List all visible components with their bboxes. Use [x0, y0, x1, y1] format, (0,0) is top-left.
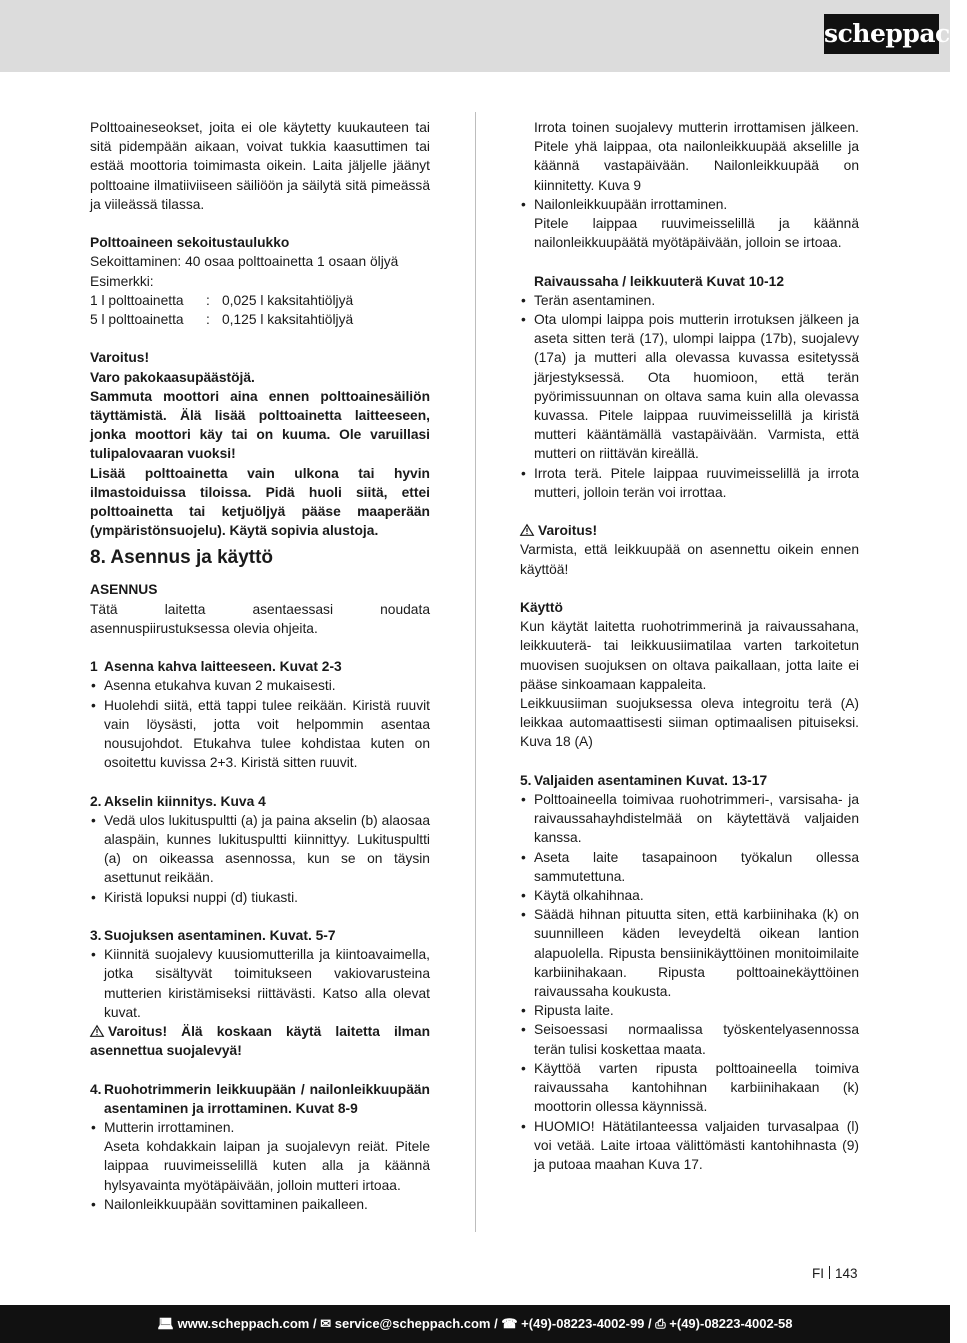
- warning-ventilation: Lisää polttoainetta vain ulkona tai hyvin ilmastoiduissa tiloissa. Pidä huoli siitä, ettei polttoainetta tai ketjuöljyä pääse maaperään (ympäristönsuojelu). Käytä sopivia alustoja.: [90, 465, 430, 539]
- blade-heading: Raivaussaha / leikkuuterä Kuvat 10-12: [534, 273, 785, 289]
- footer-web[interactable]: www.scheppach.com /: [177, 1316, 317, 1331]
- list-item: • Huolehdi siitä, että tappi tulee reikään. Kiristä ruuvit vain löysästi, jotta voit helpommin asentaa nousujohdot. Etukahva tulee kohdistaa kuten on osoitettu kuvissa 2+3. Kiristä sitten ruuvit.: [90, 696, 430, 773]
- header-bar: [0, 0, 967, 72]
- step-5-list: [520, 790, 859, 1174]
- mix-row: 1 l polttoainetta : 0,025 l kaksitahtiöljyä: [90, 292, 354, 308]
- list-item: • Kiristä lopuksi nuppi (d) tiukasti.: [90, 888, 430, 907]
- footer-mail[interactable]: service@scheppach.com /: [334, 1316, 498, 1331]
- list-item: • Seisoessasi normaalissa työskentelyasennossa terän tulisi koskettaa maata.: [520, 1020, 859, 1058]
- step-4-list-2: [90, 1195, 430, 1214]
- use-text: Leikkuusiiman suojuksessa oleva integroitu terä (A) leikkaa automaattisesti siiman optimaalisen pituiseksi. Kuva 18 (A): [520, 696, 859, 750]
- step-5-heading: 5. Valjaiden asentaminen Kuvat. 13-17: [520, 772, 768, 788]
- list-item: • Ripusta laite.: [520, 1001, 859, 1020]
- list-item: • Käytä olkahihnaa.: [520, 886, 859, 905]
- step-2-list: [90, 811, 430, 907]
- mix-example: Esimerkki:: [90, 273, 154, 289]
- mix-row: 5 l polttoainetta : 0,125 l kaksitahtiöljyä: [90, 312, 354, 328]
- list-item: • Käyttöä varten ripusta polttoaineella toimiva raivaussaha kantohihnan karbiinihakaan (k) moottorin ollessa käynnissä.: [520, 1059, 859, 1117]
- mix-ratio: Sekoittaminen: 40 osaa polttoainetta 1 osaan öljyä: [90, 254, 399, 270]
- warning-refuel: Sammuta moottori aina ennen polttoainesäiliön täyttämistä. Älä lisää polttoainetta laitteeseen, jonka moottori käy tai on kuuma. Ole varuillasi tulipalovaaran vuoksi!: [90, 388, 430, 462]
- warning-triangle-icon: [90, 1025, 104, 1037]
- step-1-heading: 1 Asenna kahva laitteeseen. Kuvat 2-3: [90, 659, 342, 675]
- list-item: • Terän asentaminen.: [520, 291, 859, 310]
- list-item: • Irrota terä. Pitele laippaa ruuvimeisselillä ja irrota mutteri, jolloin terän voi irrottaa.: [520, 464, 859, 502]
- mail-icon: ✉︎: [320, 1316, 332, 1331]
- step-4-list: [90, 1118, 430, 1137]
- warning-heading: Varoitus!: [90, 350, 150, 366]
- use-heading: Käyttö: [520, 600, 563, 616]
- step-4-text: Aseta kohdakkain laipan ja suojalevyn reiät. Pitele laippaa ruuvimeisselillä kuten alla ja käännä hylsyavainta myötäpäivään, jolloin mutteri irtoaa.: [104, 1139, 430, 1193]
- continued-text: Irrota toinen suojalevy mutterin irrottamisen jälkeen. Pitele yhä laippaa, ota nailonleikkuupää akselille ja käännä vastapäivään. Nailonleikkuupää on kiinnitetty. Kuva 9: [534, 120, 859, 193]
- fuel-storage-paragraph: Polttoaineseokset, joita ei ole käytetty kuukauteen tai sitä pidempään aikaan, voivat tukkia kaasuttimen tai estää moottoria toimimasta oikein. Laita jäljelle jäänyt polttoaine ilmatiiviiseen säiliöön ja säilytä sitä pimeässä ja viileässä tilassa.: [90, 120, 430, 212]
- list-item: • Aseta laite tasapainoon työkalun ollessa sammutettuna.: [520, 848, 859, 886]
- list-item: • Kiinnitä suojalevy kuusiomutterilla ja kiintoavaimella, jotka sisältyvät toimitukseen vakiovarusteina mutterien kiristämiseksi riittävästi. Katso alla olevat kuvat.: [90, 945, 430, 1022]
- column-divider: [475, 112, 476, 1232]
- list-item: • Polttoaineella toimivaa ruohotrimmeri-, varsisaha- ja raivaussahayhdistelmää on käytettävä valjaiden kanssa.: [520, 790, 859, 848]
- step-3-list: [90, 945, 430, 1022]
- list-item: • Säädä hihnan pituutta siten, että karbiinihaka (k) on suunnilleen käden leveydeltä oikean lantion alapuolella. Ripusta bensiinikäyttöinen monitoimilaite karbiinihakaan. Ripusta polttoainekäyttöinen raivaussaha koukusta.: [520, 905, 859, 1001]
- warning-exhaust: Varo pakokaasupäästöjä.: [90, 369, 255, 385]
- fax-icon: ⎙: [655, 1316, 666, 1331]
- list-item: • Mutterin irrottaminen.: [90, 1118, 430, 1137]
- right-column: [520, 118, 859, 1174]
- step-2-heading: 2. Akselin kiinnitys. Kuva 4: [90, 793, 266, 809]
- list-item: • Vedä ulos lukituspultti (a) ja paina akselin (b) alaosaa alaspäin, kunnes lukituspultti kiinnittyy. Lukituspultti (a) on oikeassa asennossa, kun se on täysin asettunut reikään.: [90, 811, 430, 888]
- section-title: 8. Asennus ja käyttö: [90, 547, 274, 569]
- footer-bar: [0, 1305, 950, 1343]
- use-text: Kun käytät laitetta ruohotrimmerinä ja raivaussahana, leikkuuterä- tai leikkuusiimatilaa varten tarkoitetun muovisen suojuksen on oltava paikallaan, jotta laite ei pääse sinkoamaan kappaleita.: [520, 619, 859, 692]
- page-number: FI 143: [812, 1266, 858, 1281]
- list-item: • HUOMIO! Hätätilanteessa valjaiden turvasalpaa (l) voi vetää. Laite irtoaa välittömästi kantohihnasta (9) ja putoaa maahan Kuva 17.: [520, 1117, 859, 1175]
- list-item: • Asenna etukahva kuvan 2 mukaisesti.: [90, 676, 430, 695]
- footer-phone: +(49)-08223-4002-99 /: [521, 1316, 652, 1331]
- footer-fax: +(49)-08223-4002-58: [669, 1316, 793, 1331]
- asennus-text: Tätä laitetta asentaessasi noudata asennuspiirustuksessa olevia ohjeita.: [90, 601, 430, 636]
- mix-table-title: Polttoaineen sekoitustaulukko: [90, 235, 290, 251]
- asennus-heading: ASENNUS: [90, 582, 158, 598]
- nylon-text: Pitele laippaa ruuvimeisselillä ja käännä nailonleikkuupäätä myötäpäivään, jolloin se irtoaa.: [534, 216, 859, 251]
- warning-triangle-icon: [520, 524, 534, 536]
- list-item: • Nailonleikkuupään irrottaminen.: [520, 195, 859, 214]
- warning-heading: Varoitus!: [520, 521, 859, 540]
- step-3-warning: Varoitus! Älä koskaan käytä laitetta ilman asennettua suojalevyä!: [90, 1024, 430, 1059]
- step-4-heading: 4. Ruohotrimmerin leikkuupään / nailonleikkuupään asentaminen ja irrottaminen. Kuvat 8-9: [90, 1081, 430, 1116]
- list-item: • Nailonleikkuupään sovittaminen paikalleen.: [90, 1195, 430, 1214]
- list-item: • Ota ulompi laippa pois mutterin irrotuksen jälkeen ja aseta sitten terä (17), ulompi laippa (17b), suojalevy (17a) ja mutteri alla olevassa kuvassa esitetyssä järjestyksessä. Ota huomioon, että terän pyörimissuunnan on oltava sama kuin alla olevassa kuvassa. Pitele laippaa ruuvimeisselillä ja kiristä mutteri kääntämällä vastapäivään. Varmista, että mutteri on riittävän kireällä.: [520, 310, 859, 464]
- warning-text: Varmista, että leikkuupää on asennettu oikein ennen käyttöä!: [520, 542, 859, 577]
- nylon-list: [520, 195, 859, 214]
- blade-list: [520, 291, 859, 502]
- brand-logo: scheppach: [824, 14, 939, 54]
- left-column: [90, 118, 430, 1214]
- step-3-heading: 3. Suojuksen asentaminen. Kuvat. 5-7: [90, 928, 336, 944]
- step-1-list: [90, 676, 430, 772]
- computer-icon: 💻︎: [157, 1316, 174, 1331]
- phone-icon: ☎︎: [501, 1316, 518, 1331]
